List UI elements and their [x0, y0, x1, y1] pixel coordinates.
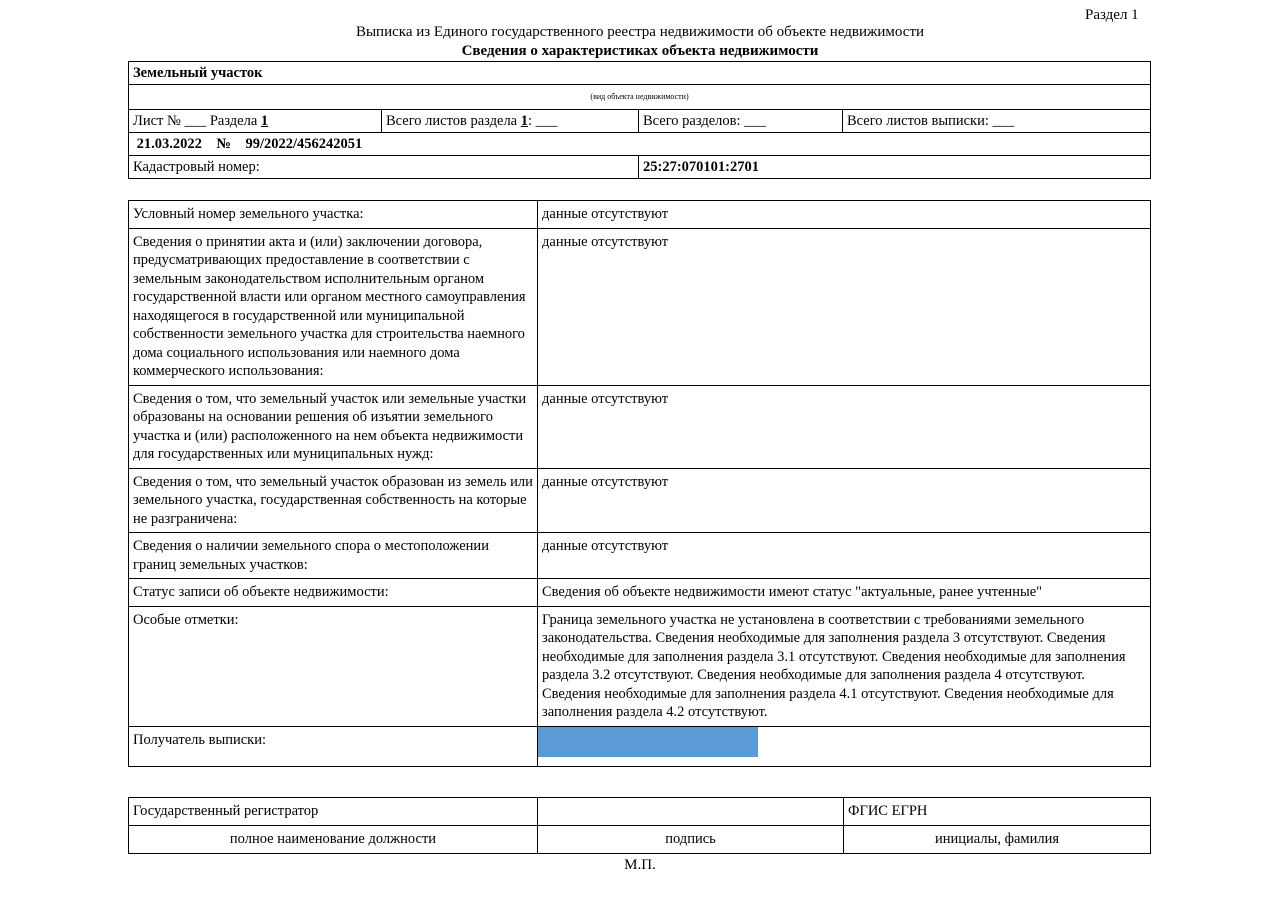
table-row [129, 201, 1151, 229]
registrar-name: ФГИС ЕГРН [844, 798, 1151, 826]
redacted-block [538, 727, 758, 757]
caption-position: полное наименование должности [129, 826, 538, 854]
registrar-position: Государственный регистратор [129, 798, 538, 826]
caption-signature: подпись [538, 826, 844, 854]
registrar-table [128, 797, 1151, 854]
document-subtitle: Сведения о характеристиках объекта недвижимости [461, 43, 819, 59]
table-row [129, 468, 1151, 533]
row-value: Граница земельного участка не установлена в соответствии с требованиями земельного законодательства. Сведения необходимые для заполнения раздела 3 отсутствуют. Сведения необходимые для заполнения раздела 3.1 отсутствуют. Сведения необходимые для заполнения раздела 3.2 отсутствуют. Сведения необходимые для заполнения раздела 4 отсутствуют. Сведения необходимые для заполнения раздела 4.1 отсутствуют. Сведения необходимые для заполнения раздела 4.2 отсутствуют. [538, 606, 1151, 726]
extract-number: 99/2022/456242051 [245, 135, 363, 152]
row-label: Условный номер земельного участка: [129, 201, 538, 229]
stamp-place: М.П. [624, 857, 656, 873]
number-sign: № [216, 135, 231, 152]
row-value: данные отсутствуют [538, 228, 1151, 385]
registrar-signature [538, 798, 844, 826]
row-label: Статус записи об объекте недвижимости: [129, 579, 538, 607]
cadastral-value: 25:27:070101:2701 [639, 156, 1151, 179]
table-row [129, 228, 1151, 385]
row-label: Особые отметки: [129, 606, 538, 726]
row-value: данные отсутствуют [538, 533, 1151, 579]
characteristics-table [128, 200, 1151, 767]
object-type: Земельный участок [129, 62, 1151, 85]
document-title: Выписка из Единого государственного реестра недвижимости об объекте недвижимости [355, 24, 925, 40]
row-value: Сведения об объекте недвижимости имеют статус "актуальные, ранее учтенные" [538, 579, 1151, 607]
table-row [129, 726, 1151, 767]
row-label: Сведения о наличии земельного спора о местоположении границ земельных участков: [129, 533, 538, 579]
section-label: Раздел 1 [1085, 7, 1139, 23]
row-value: данные отсутствуют [538, 468, 1151, 533]
extract-date: 21.03.2022 [136, 135, 202, 152]
table-row [129, 533, 1151, 579]
row-value: данные отсутствуют [538, 385, 1151, 468]
total-sheets-section: Всего листов раздела 1: ___ [382, 110, 639, 133]
object-type-caption: (вид объекта недвижимости) [129, 85, 1151, 110]
sheet-number: Лист № ___ Раздела 1 [129, 110, 382, 133]
row-label: Сведения о том, что земельный участок или земельные участки образованы на основании решения об изъятии земельного участка и (или) расположенного на нем объекта недвижимости для государственных или муниципальных нужд: [129, 385, 538, 468]
header-table [128, 61, 1151, 179]
row-label: Сведения о принятии акта и (или) заключении договора, предусматривающих предоставление в соответствии с земельным законодательством исполнительным органом государственной власти или органом местного самоуправления находящегося в государственной или муниципальной собственности земельного участка для строительства наемного дома социального использования или наемного дома коммерческого использования: [129, 228, 538, 385]
cadastral-label: Кадастровый номер: [129, 156, 639, 179]
row-label: Сведения о том, что земельный участок образован из земель или земельного участка, государственная собственность на которые не разграничена: [129, 468, 538, 533]
total-sheets-extract: Всего листов выписки: ___ [843, 110, 1151, 133]
table-row [129, 579, 1151, 607]
total-sheets-section-number: 1 [520, 112, 528, 129]
total-sections: Всего разделов: ___ [639, 110, 843, 133]
recipient-value [538, 726, 1151, 767]
row-label: Получатель выписки: [129, 726, 538, 767]
caption-name: инициалы, фамилия [844, 826, 1151, 854]
sheet-section-number: 1 [260, 112, 269, 129]
table-row [129, 606, 1151, 726]
date-number-row [129, 133, 1151, 156]
table-row [129, 385, 1151, 468]
row-value: данные отсутствуют [538, 201, 1151, 229]
